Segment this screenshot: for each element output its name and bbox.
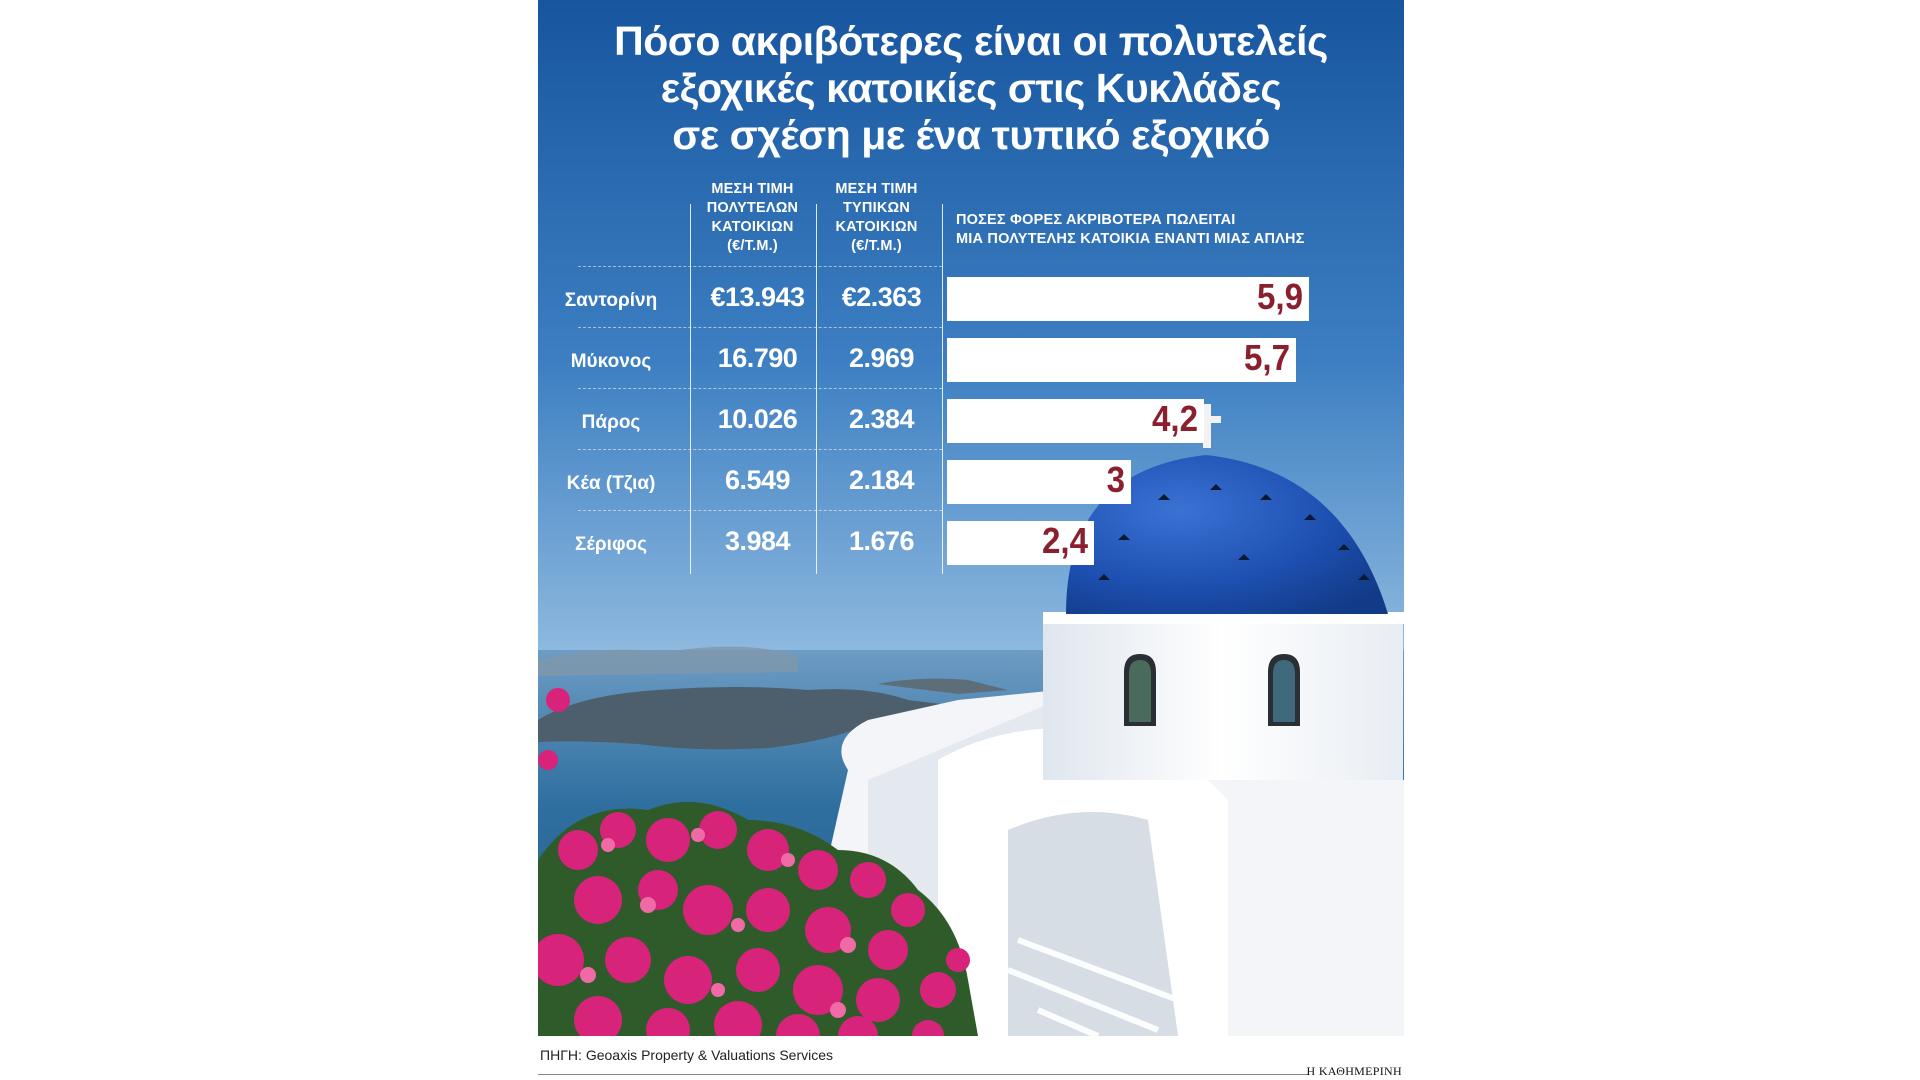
column-divider bbox=[942, 204, 943, 574]
row-separator bbox=[578, 327, 942, 328]
header-line: ΚΑΤΟΙΚΙΩΝ bbox=[711, 219, 794, 235]
title-line: εξοχικές κατοικίες στις Κυκλάδες bbox=[660, 65, 1282, 111]
header-line: ΜΙΑ ΠΟΛΥΤΕΛΗΣ ΚΑΤΟΙΚΙΑ ΕΝΑΝΤΙ ΜΙΑΣ ΑΠΛΗΣ bbox=[956, 231, 1305, 247]
column-header-luxury-price bbox=[695, 180, 810, 256]
title-line: Πόσο ακριβότερες είναι οι πολυτελείς bbox=[614, 18, 1328, 64]
church-window bbox=[1124, 654, 1156, 726]
column-header-typical-price bbox=[819, 180, 934, 256]
island-label: Πάρος bbox=[581, 412, 641, 433]
ratio-bar-label: 3 bbox=[1106, 459, 1125, 500]
header-line: (€/Τ.Μ.) bbox=[851, 238, 902, 254]
island-label: Σαντορίνη bbox=[564, 290, 658, 311]
bottom-rule bbox=[538, 1074, 1308, 1075]
luxury-price-value: €13.943 bbox=[710, 282, 805, 312]
ratio-bar-label: 5,9 bbox=[1256, 276, 1303, 317]
luxury-price-value: 6.549 bbox=[724, 465, 791, 495]
chart-title bbox=[538, 18, 1404, 159]
header-line: ΜΕΣΗ ΤΙΜΗ bbox=[711, 181, 794, 197]
column-divider bbox=[690, 204, 691, 574]
header-line: ΠΟΣΕΣ ΦΟΡΕΣ ΑΚΡΙΒΟΤΕΡΑ ΠΩΛΕΙΤΑΙ bbox=[956, 212, 1236, 228]
header-line: ΜΕΣΗ ΤΙΜΗ bbox=[835, 181, 918, 197]
typical-price-value: 2.969 bbox=[848, 343, 915, 373]
column-divider bbox=[816, 204, 817, 574]
ratio-bar-label: 4,2 bbox=[1151, 398, 1198, 439]
row-separator bbox=[578, 510, 942, 511]
ratio-bar-label: 2,4 bbox=[1041, 520, 1088, 561]
source-note: ΠΗΓΗ: Geoaxis Property & Valuations Services bbox=[540, 1047, 834, 1063]
row-separator bbox=[578, 266, 942, 267]
luxury-price-value: 3.984 bbox=[724, 526, 791, 556]
ratio-bar bbox=[947, 277, 1309, 321]
luxury-price-value: 16.790 bbox=[717, 343, 798, 373]
island-label: Κέα (Τζια) bbox=[566, 473, 656, 494]
row-separator bbox=[578, 449, 942, 450]
header-line: (€/Τ.Μ.) bbox=[727, 238, 778, 254]
row-separator bbox=[578, 388, 942, 389]
church-window bbox=[1268, 654, 1300, 726]
island-label: Μύκονος bbox=[570, 351, 652, 372]
header-line: ΠΟΛΥΤΕΛΩΝ bbox=[706, 200, 799, 216]
luxury-price-value: 10.026 bbox=[717, 404, 798, 434]
typical-price-value: 2.184 bbox=[848, 465, 915, 495]
infographic-panel bbox=[538, 0, 1404, 1036]
typical-price-value: 1.676 bbox=[848, 526, 915, 556]
typical-price-value: 2.384 bbox=[848, 404, 915, 434]
island-label: Σέριφος bbox=[574, 534, 648, 555]
title-line: σε σχέση με ένα τυπικό εξοχικό bbox=[672, 112, 1270, 158]
header-line: ΚΑΤΟΙΚΙΩΝ bbox=[835, 219, 918, 235]
header-line: ΤΥΠΙΚΩΝ bbox=[843, 200, 910, 216]
ratio-bar bbox=[947, 460, 1131, 504]
publisher-logo: Η ΚΑΘΗΜΕΡΙΝΗ bbox=[1306, 1064, 1402, 1078]
column-header-ratio bbox=[956, 211, 1396, 249]
ratio-bar-label: 5,7 bbox=[1243, 337, 1290, 378]
typical-price-value: €2.363 bbox=[841, 282, 922, 312]
